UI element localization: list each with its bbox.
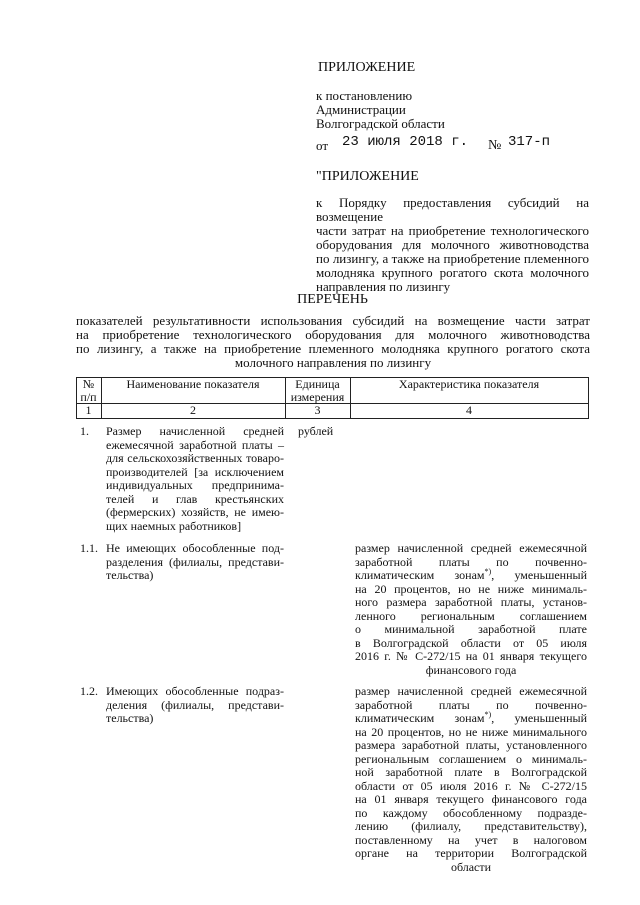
row-1-2-name-line: тельства) [106,711,154,725]
col-number-1: 1 [85,403,92,417]
row-1-name [106,425,284,533]
header-char: Характеристика показателя [398,377,540,391]
row-1-2-num: 1.2. [80,684,98,698]
list-line-2: на приобретение технологического оборудования для молочного животноводства [76,327,590,342]
footnote-marker: *) [484,567,492,576]
row-1-name-line: индивидуальных предпринима- [106,478,284,492]
appendix2-line-5: молодняка крупного рогатого скота молочного [316,265,589,280]
row-1-1-char-line: о минимальной заработной плате [355,622,587,636]
row-1-2-char-line: поставленному на учет в налоговом [355,832,587,847]
appendix2-line-6: направления по лизингу [316,279,451,294]
row-1-1-char-line: финансового года [425,662,517,677]
header-name: Наименование показателя [126,377,260,391]
row-1-2-name-line: деления (филиалы, представи- [106,697,284,712]
row-1-2-name [106,685,284,726]
header-line-3: Волгоградской области [316,116,445,131]
row-1-1-char [355,542,587,677]
row-1-1-name-line: тельства) [106,568,154,582]
row-1-2-char-line: области [450,859,492,874]
row-1-2-char-line: на 20 процентов, но не ниже минимального [355,724,587,739]
row-1-num: 1. [80,424,89,438]
row-1-name-line: для сельскохозяйственных товаро- [106,451,284,465]
row-1-2-char-line: заработной платы по почвенно- [355,697,587,712]
row-1-name-line: телей и глав крестьянских [106,491,284,506]
row-1-2-char-line: лению (филиалу, представительству), [355,819,587,833]
row-1-2-char-line: региональным соглашением о минималь- [355,751,587,766]
list-line-1: показателей результативности использования субсидий на возмещение части затрат [76,313,590,328]
list-description [76,314,590,370]
appendix2-line-2: части затрат на приобретение технологического [316,223,589,238]
row-1-1-char-line: климатическим зонам*), уменьшенный [355,567,587,582]
row-1-2-char-line: области от 05 июля 2016 г. № С-272/15 [355,778,587,793]
appendix-title: ПРИЛОЖЕНИЕ [318,60,416,75]
row-1-1-num: 1.1. [80,541,98,555]
footnote-marker: *) [484,710,492,719]
row-1-unit: рублей [298,424,334,438]
row-1-2-char-line: климатическим зонам*), уменьшенный [355,710,587,725]
col-number-4: 4 [466,403,472,417]
row-1-2-char-line: на 01 января текущего финансового года [355,792,587,806]
header-num-line-1: № [82,377,95,391]
row-1-1-name [106,542,284,583]
row-1-1-char-line: на 20 процентов, но не ниже минималь- [355,581,587,596]
row-1-2-char-line: ной заработной плате в Волгоградской [355,765,587,779]
row-1-2-char-line: органе на территории Волгоградской [355,846,587,860]
number-value: 317-п [508,134,551,150]
header-num [76,378,101,404]
row-1-name-line: производителей [за исключением [106,464,284,479]
col-number-3: 3 [314,403,321,417]
header-num-line-2: п/п [80,390,97,404]
row-1-2-char-line: размер начисленной средней ежемесячной [355,684,587,698]
row-1-1-char-line: ленного региональным соглашением [355,608,587,623]
appendix2-text [316,196,589,294]
date-value: 23 июля 2018 г. [342,134,469,150]
row-1-name-line: ежемесячной заработной платы – [106,437,284,452]
row-1-2-char [355,685,587,874]
appendix2-title: "ПРИЛОЖЕНИЕ [316,169,419,184]
table-border-numbers [76,418,589,419]
number-sign: № [488,138,502,153]
row-1-1-char-line: размер начисленной средней ежемесячной [355,541,587,555]
row-1-2-char-line: размера заработной платы, установленного [355,738,587,752]
list-line-4: молочного направления по лизингу [234,355,432,370]
appendix2-line-3: оборудования для молочного животноводства [316,237,589,252]
row-1-1-char-line: 2016 г. № С-272/15 на 01 января текущего [355,649,587,663]
header-unit [285,378,350,404]
row-1-1-name-line: Не имеющих обособленные под- [106,541,284,555]
row-1-1-name-line: разделения (филиалы, представи- [106,554,284,569]
col-number-2: 2 [190,403,196,417]
list-line-3: по лизингу, а также на приобретение племенного молодняка крупного рогатого скота [76,341,590,356]
appendix2-line-1: к Порядку предоставления субсидий на возмещение [316,195,589,224]
table-border-right [588,377,589,418]
row-1-2-name-line: Имеющих обособленные подраз- [106,684,284,698]
row-1-1-char-line: в Волгоградской области от 05 июля [355,635,587,650]
row-1-name-line: (фермерских) хозяйств, не имею- [106,505,284,519]
header-unit-line-2: измерения [290,390,345,404]
row-1-2-char-line: по каждому обособленному подразде- [355,805,587,820]
list-title: ПЕРЕЧЕНЬ [297,292,368,307]
header-unit-line-1: Единица [295,377,340,391]
date-prefix: от [316,138,329,153]
row-1-name-line: Размер начисленной средней [106,424,284,438]
row-1-1-char-line: заработной платы по почвенно- [355,554,587,569]
row-1-1-char-line: ного размера заработной платы, установ- [355,595,587,609]
header-line-1: к постановлению [316,88,413,103]
row-1-name-line: щих наемных работников] [106,518,242,533]
header-line-2: Администрации [316,102,406,117]
appendix2-line-4: по лизингу, а также на приобретение племенного [316,251,589,266]
